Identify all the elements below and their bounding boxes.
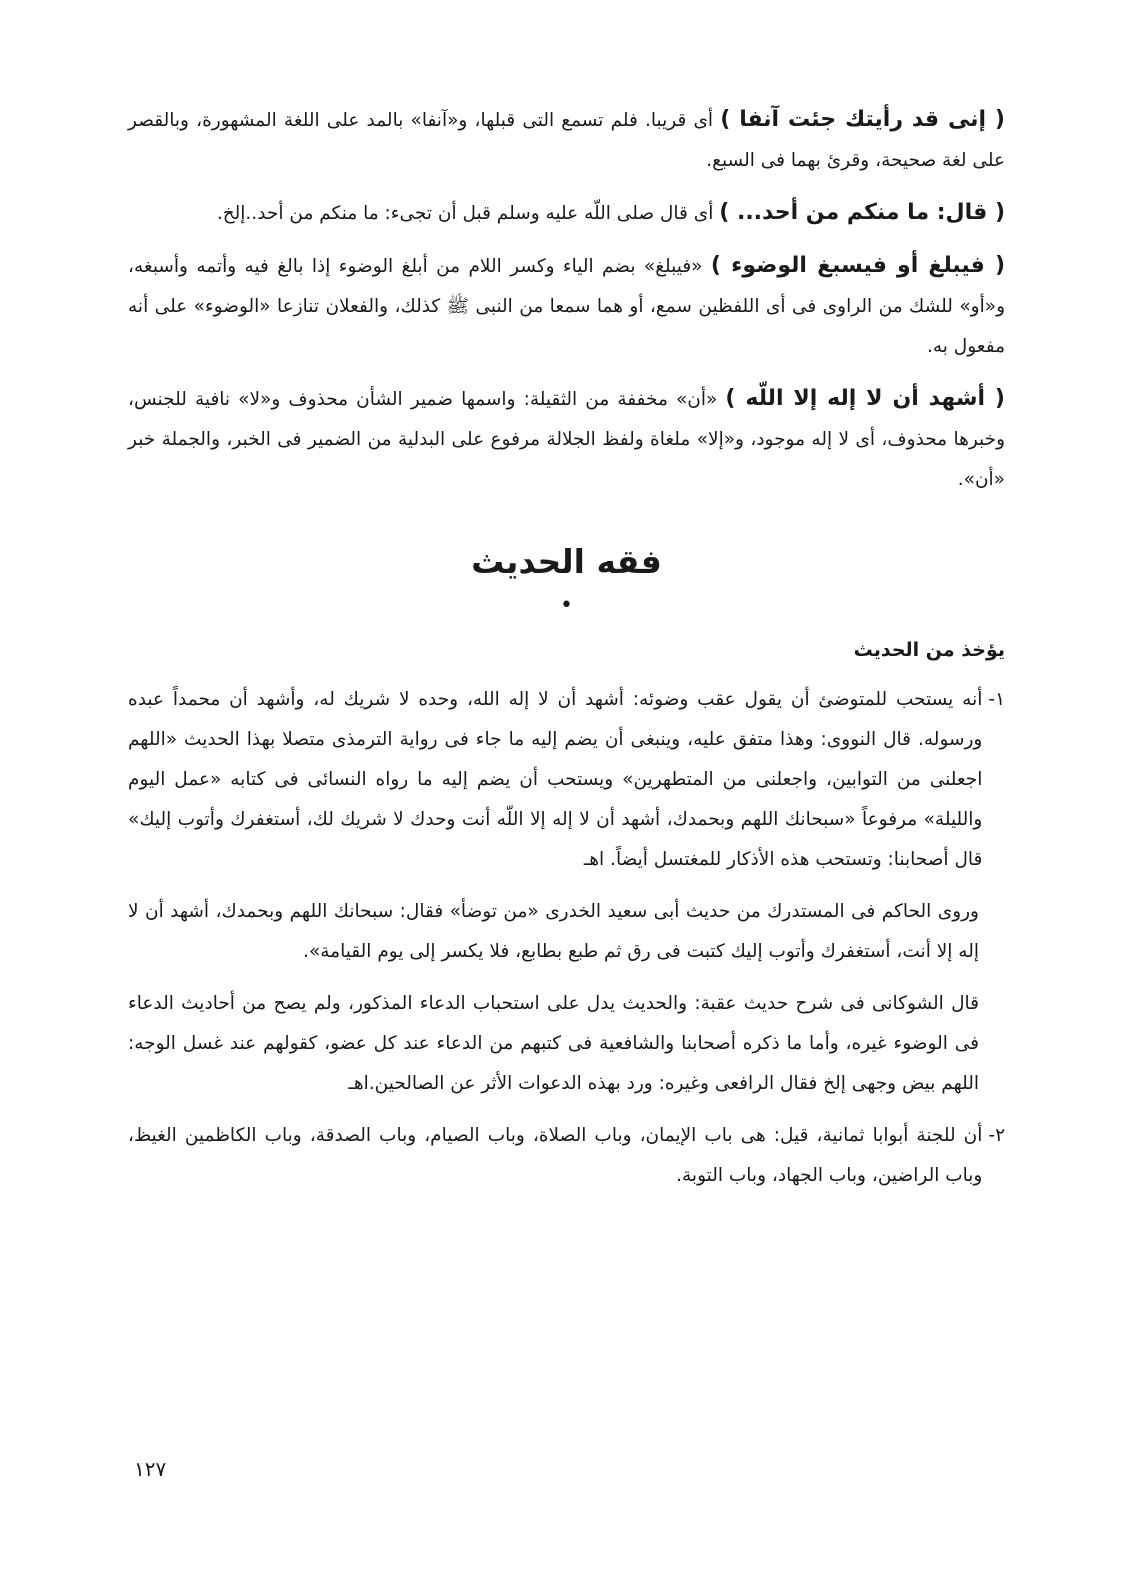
list-item-number: ٢- [988, 1125, 1005, 1146]
bullet-dot: • [560, 593, 573, 618]
list-item-1 [128, 680, 1005, 880]
paragraph-keyword: ( أشهد أن لا إله إلا اللّه ) [725, 386, 1005, 411]
paragraph-ma-minkum [128, 193, 1005, 234]
page-number: ١٢٧ [134, 1457, 167, 1481]
section-title: فقه الحديث [471, 542, 662, 581]
paragraph-text: أى قال صلى اللّه عليه وسلم قبل أن تجىء: ما منكم من أحد..إلخ. [216, 203, 720, 224]
list-item-2 [128, 1116, 1005, 1196]
paragraph-anfa [128, 100, 1005, 181]
paragraph-text: «فيبلغ» بضم الياء وكسر اللام من أبلغ الوضوء إذا بالغ فيه وأتمه وأسبغه، و«أو» للشك من الراوى فى أى اللفظين سمع، أو هما سمعا من النبى ﷺ كذلك، والفعلان تنازعا «الوضوء» على أنه مفعول به. [128, 256, 1005, 357]
list-item-number: ١- [988, 689, 1005, 710]
page-body [128, 100, 1005, 1208]
subheading: يؤخذ من الحديث [853, 639, 1005, 661]
list-item-text: أنه يستحب للمتوضئ أن يقول عقب وضوئه: أشهد أن لا إله الله، وحده لا شريك له، وأشهد أن محمداً عبده ورسوله. قال النووى: وهذا متفق عليه، وينبغى أن يضم إليه ما جاء فى رواية الترمذى متصلا بهذا الحديث «اللهم اجعلنى من التوابين، واجعلنى من المتطهرين» ويستحب أن يضم إليه ما رواه النسائى فى كتابه «عمل اليوم والليلة» مرفوعاً «سبحانك اللهم وبحمدك، أشهد أن لا إله إلا اللّه أنت وحدك لا شريك لك، أستغفرك وأتوب إليك» قال أصحابنا: وتستحب هذه الأذكار للمغتسل أيضاً. اهـ [128, 689, 983, 870]
list-item-text: أن للجنة أبوابا ثمانية، قيل: هى باب الإيمان، وباب الصلاة، وباب الصيام، وباب الصدقة، وباب الكاظمين الغيظ، وباب الراضين، وباب الجهاد، وباب التوبة. [128, 1125, 983, 1186]
paragraph-text: «أن» مخففة من الثقيلة: واسمها ضمير الشأن محذوف و«لا» نافية للجنس، وخبرها محذوف، أى لا إله موجود، و«إلا» ملغاة ولفظ الجلالة مرفوع على البدلية من الضمير فى الخبر، والجملة خبر «أن». [128, 389, 1005, 490]
paragraph-keyword: ( فيبلغ أو فيسبغ الوضوء ) [710, 253, 1006, 278]
paragraph-shawkani: قال الشوكانى فى شرح حديث عقبة: والحديث يدل على استحباب الدعاء المذكور، ولم يصح من أحاديث الدعاء فى الوضوء غيره، وأما ما ذكره أصحابنا والشافعية فى كتبهم من الدعاء عند كل عضو، كقولهم عند غسل الوجه: اللهم بيض وجهى إلخ فقال الرافعى وغيره: ورد بهذه الدعوات الأثر عن الصالحين.اهـ [128, 993, 979, 1094]
paragraph-hakim: وروى الحاكم فى المستدرك من حديث أبى سعيد الخدرى «من توضأ» فقال: سبحانك اللهم وبحمدك، أشهد أن لا إله إلا أنت، أستغفرك وأتوب إليك كتبت فى رق ثم طبع بطابع، فلا يكسر إلى يوم القيامة». [128, 901, 979, 962]
paragraph-text: أى قريبا. فلم تسمع التى قبلها، و«آنفا» بالمد على اللغة المشهورة، وبالقصر على لغة صحيحة، وقرئ بهما فى السبع. [128, 110, 1005, 171]
paragraph-keyword: ( قال: ما منكم من أحد... ) [719, 200, 1005, 225]
paragraph-ashhadu [128, 379, 1005, 500]
paragraph-keyword: ( إنى قد رأيتك جئت آنفا ) [720, 107, 1005, 132]
paragraph-yublighu [128, 246, 1005, 367]
